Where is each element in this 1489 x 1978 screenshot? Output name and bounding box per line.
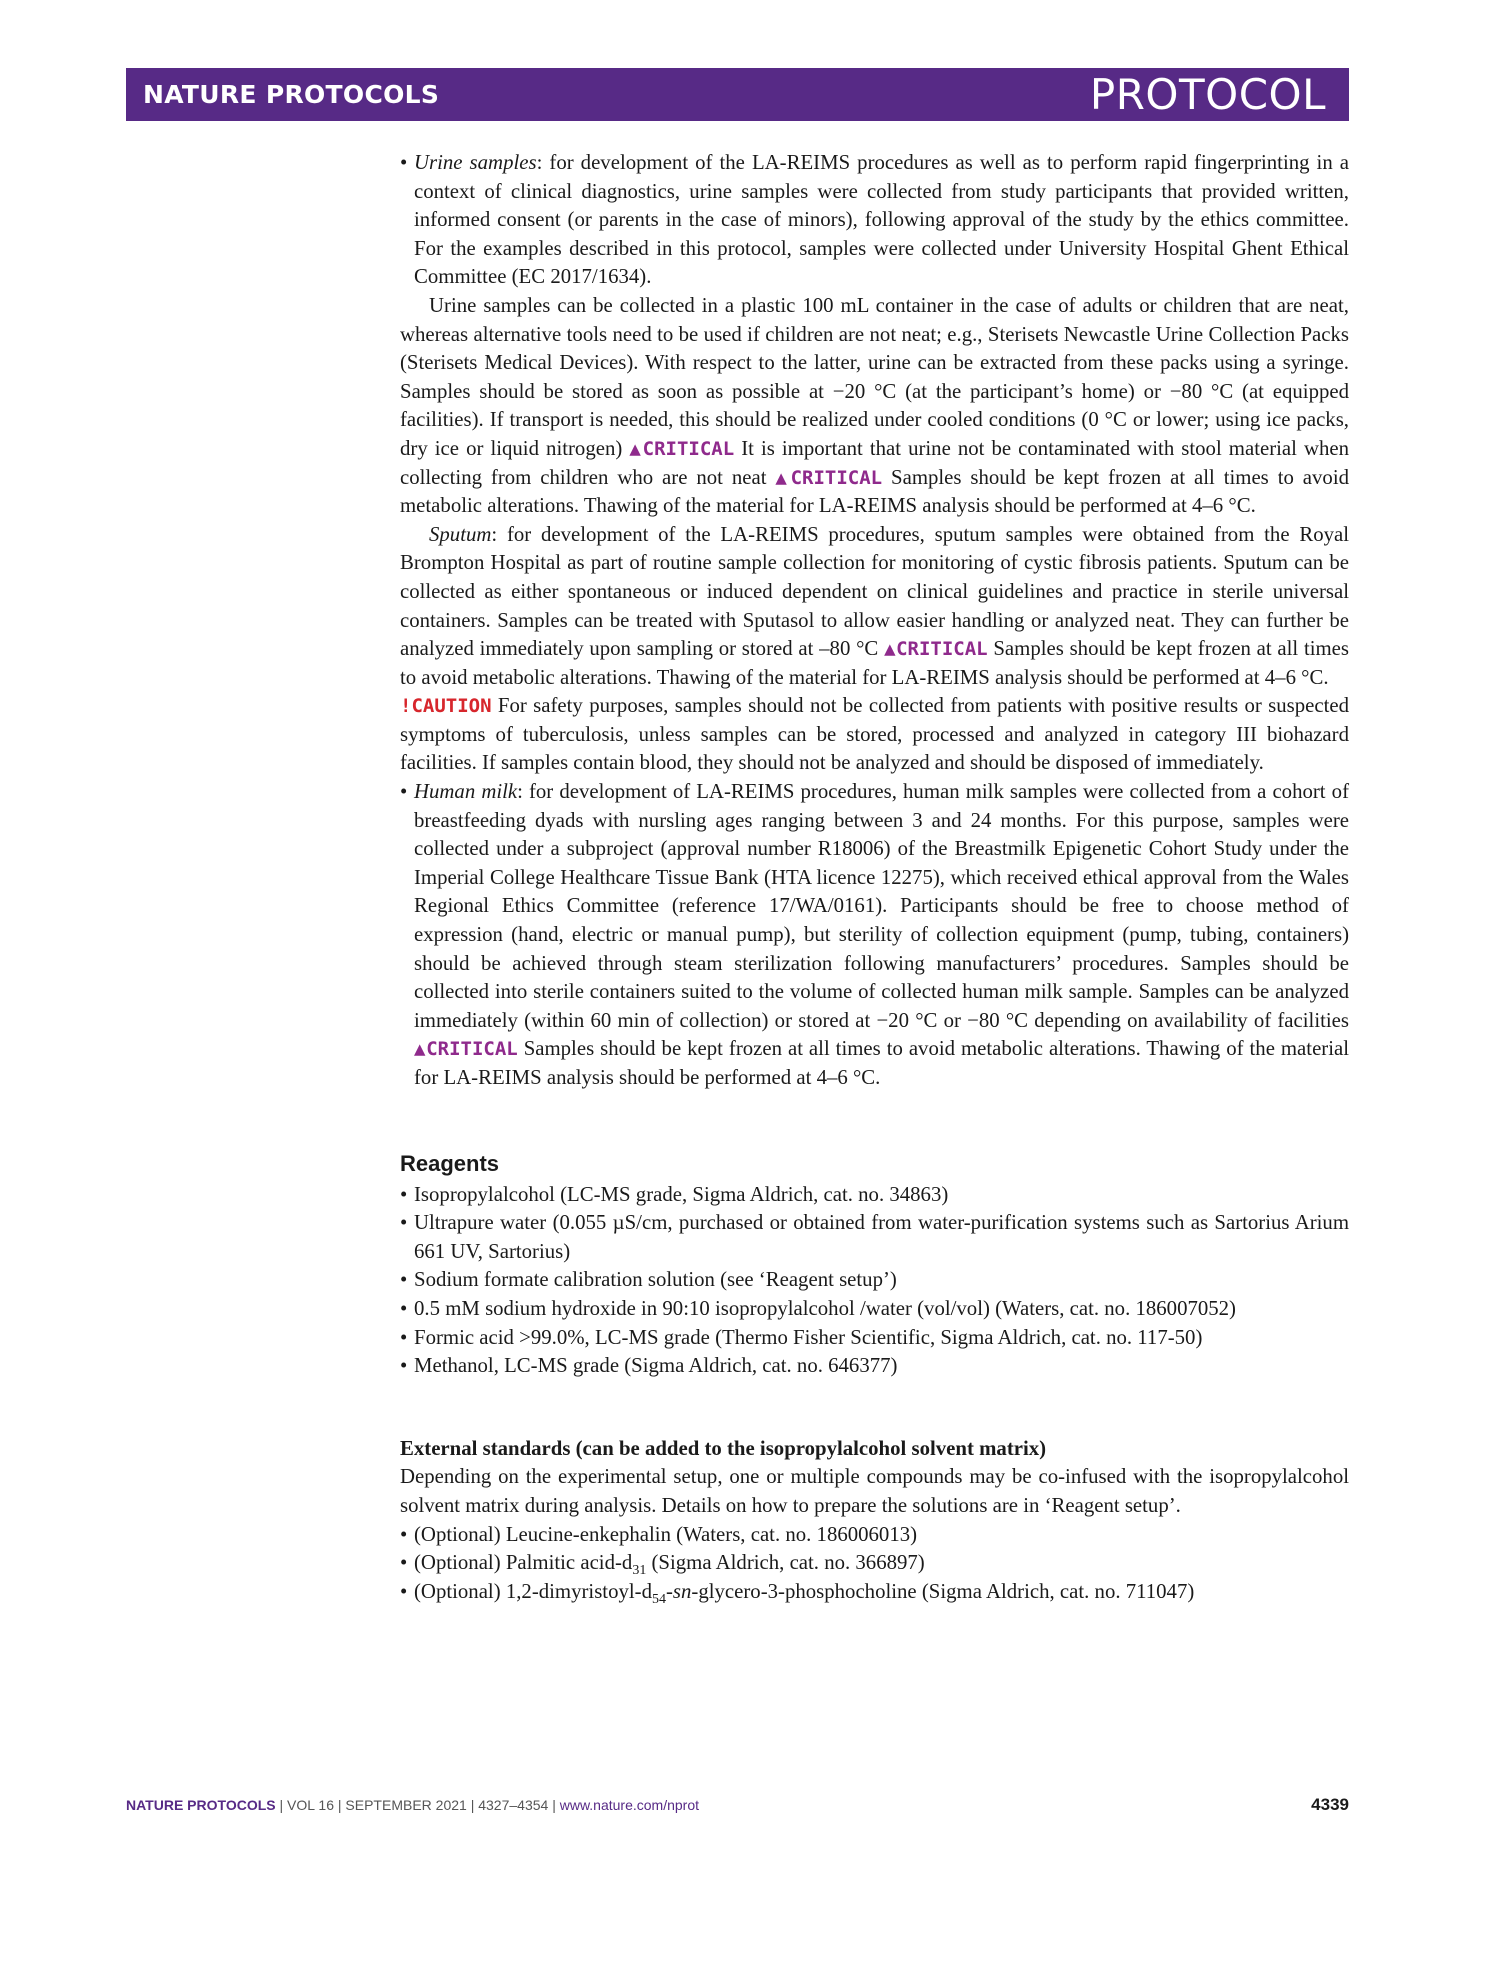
external-standards-intro: Depending on the experimental setup, one or multiple compounds may be co-infused with the isopropylalcohol solvent matrix during analysis. Details on how to prepare the solutions are in ‘Reagent setup’. bbox=[400, 1465, 1349, 1517]
critical-label: ▲CRITICAL bbox=[884, 638, 988, 661]
external-standard-item bbox=[400, 1578, 1349, 1607]
urine-text-a: Urine samples can be collected in a plastic 100 mL container in the case of adults or children that are neat, whereas alternative tools need to be used if children are not neat; e.g., Sterisets Newcastle Urine Collection Packs (Sterisets Medical Devices). With respect to the latter, urine can be extracted from these packs using a syringe. Samples should be stored as soon as possible at −20 °C (at the participant’s home) or −80 °C (at equipped facilities). If transport is needed, this should be realized under cooled conditions (0 °C or lower; using ice packs, dry ice or liquid nitrogen) bbox=[400, 293, 1349, 460]
footer-journal: NATURE PROTOCOLS bbox=[126, 1797, 276, 1813]
item-text: -glycero-3-phosphocholine (Sigma Aldrich, cat. no. 711047) bbox=[691, 1579, 1195, 1603]
term-sputum: Sputum bbox=[429, 522, 492, 546]
item-text: (Optional) 1,2-dimyristoyl-d bbox=[414, 1579, 652, 1603]
footer-citation bbox=[126, 1797, 699, 1813]
critical-label: ▲CRITICAL bbox=[775, 466, 883, 489]
urine-paragraph bbox=[400, 292, 1349, 521]
footer-separator: | bbox=[548, 1797, 560, 1813]
article-type: PROTOCOL bbox=[1089, 70, 1326, 119]
reagent-item: • 0.5 mM sodium hydroxide in 90:10 isopropylalcohol /water (vol/vol) (Waters, cat. no. 186007052) bbox=[400, 1295, 1349, 1324]
urine-text-c: Samples should be kept frozen at all times to avoid metabolic alterations. Thawing of the material for LA-REIMS analysis should be performed at 4–6 °C. bbox=[400, 465, 1349, 518]
footer-separator: | bbox=[275, 1797, 288, 1813]
list-item-human-milk bbox=[400, 778, 1349, 1093]
main-content bbox=[400, 149, 1349, 1606]
sputum-text-a: : for development of the LA-REIMS procedures, sputum samples were obtained from the Royal Brompton Hospital as part of routine sample collection for monitoring of cystic fibrosis patients. Sputum can be collected as either spontaneous or induced dependent on clinical guidelines and practice in sterile universal containers. Samples can be treated with Sputasol to allow easier handling or analyzed neat. They can further be analyzed immediately upon sampling or stored at –80 °C bbox=[400, 522, 1349, 661]
urine-text-b: It is important that urine not be contaminated with stool material when collecting from children who are not neat bbox=[400, 436, 1350, 489]
item-text: - bbox=[665, 1579, 673, 1603]
reagents-heading: Reagents bbox=[400, 1150, 500, 1176]
term-urine: Urine samples bbox=[414, 151, 537, 174]
page-number: 4339 bbox=[1311, 1795, 1349, 1814]
item-text: (Optional) Palmitic acid-d bbox=[414, 1551, 633, 1575]
journal-name: NATURE PROTOCOLS bbox=[143, 80, 440, 109]
footer-volume: VOL 16 bbox=[287, 1797, 334, 1813]
external-standard-item bbox=[400, 1549, 1349, 1578]
reagent-item: • Ultrapure water (0.055 µS/cm, purchased or obtained from water-purification systems such as Sartorius Arium 661 UV, Sartorius) bbox=[400, 1209, 1349, 1266]
item-text: (Sigma Aldrich, cat. no. 366897) bbox=[646, 1551, 925, 1575]
sputum-paragraph bbox=[400, 521, 1349, 778]
reagent-item: • Isopropylalcohol (LC-MS grade, Sigma Aldrich, cat. no. 34863) bbox=[400, 1181, 1349, 1210]
milk-text-b: Samples should be kept frozen at all times to avoid metabolic alterations. Thawing of the material for LA-REIMS analysis should be performed at 4–6 °C. bbox=[414, 1037, 1350, 1089]
external-standards-heading: External standards (can be added to the isopropylalcohol solvent matrix) bbox=[400, 1436, 1047, 1460]
external-standard-item: • (Optional) Leucine-enkephalin (Waters, cat. no. 186006013) bbox=[400, 1521, 1349, 1550]
footer-separator: | bbox=[466, 1797, 479, 1813]
critical-label: ▲CRITICAL bbox=[414, 1038, 518, 1061]
footer-url-link[interactable]: www.nature.com/nprot bbox=[559, 1797, 700, 1813]
term-human-milk: Human milk bbox=[414, 780, 518, 804]
critical-label: ▲CRITICAL bbox=[629, 437, 735, 460]
subscript: 31 bbox=[632, 1563, 647, 1579]
item-italic: sn bbox=[672, 1579, 692, 1603]
caution-label: !CAUTION bbox=[400, 695, 492, 718]
sputum-text-b: Samples should be kept frozen at all times to avoid metabolic alterations. Thawing of the material for LA-REIMS analysis should be performed at 4–6 °C. bbox=[400, 637, 1350, 689]
list-item-urine bbox=[400, 149, 1349, 292]
page-header-bar bbox=[126, 68, 1349, 121]
footer-pages: 4327–4354 bbox=[478, 1797, 549, 1813]
footer-separator: | bbox=[334, 1797, 346, 1813]
subscript: 54 bbox=[651, 1591, 666, 1607]
milk-text-a: : for development of LA-REIMS procedures, human milk samples were collected from a cohort of breastfeeding dyads with nursling ages ranging between 3 and 24 months. For this purpose, samples were collected under a subproject (approval number R18006) of the Breastmilk Epigenetic Cohort Study under the Imperial College Healthcare Tissue Bank (HTA licence 12275), which received ethical approval from the Wales Regional Ethics Committee (reference 17/WA/0161). Participants should be free to choose method of expression (hand, electric or manual pump), but sterility of collection equipment (pump, tubing, containers) should be achieved through steam sterilization following manufacturers’ procedures. Samples should be collected into sterile containers suited to the volume of collected human milk sample. Samples can be analyzed immediately (within 60 min of collection) or stored at −20 °C or −80 °C depending on availability of facilities bbox=[414, 780, 1349, 1032]
urine-intro: : for development of the LA-REIMS procedures as well as to perform rapid fingerprinting in a context of clinical diagnostics, urine samples were collected from study participants that provided written, informed consent (or parents in the case of minors), following approval of the study by the ethics committee. For the examples described in this protocol, samples were collected under University Hospital Ghent Ethical Committee (EC 2017/1634). bbox=[414, 151, 1350, 289]
reagent-item: • Methanol, LC-MS grade (Sigma Aldrich, cat. no. 646377) bbox=[400, 1352, 1349, 1381]
reagent-item: • Sodium formate calibration solution (see ‘Reagent setup’) bbox=[400, 1266, 1349, 1295]
sputum-text-c: For safety purposes, samples should not be collected from patients with positive results or suspected symptoms of tuberculosis, unless samples can be stored, processed and analyzed in category III biohazard facilities. If samples contain blood, they should not be analyzed and should be disposed of immediately. bbox=[400, 694, 1350, 775]
reagent-item: • Formic acid >99.0%, LC-MS grade (Thermo Fisher Scientific, Sigma Aldrich, cat. no. 117-50) bbox=[400, 1324, 1349, 1353]
footer-date: SEPTEMBER 2021 bbox=[345, 1797, 467, 1813]
